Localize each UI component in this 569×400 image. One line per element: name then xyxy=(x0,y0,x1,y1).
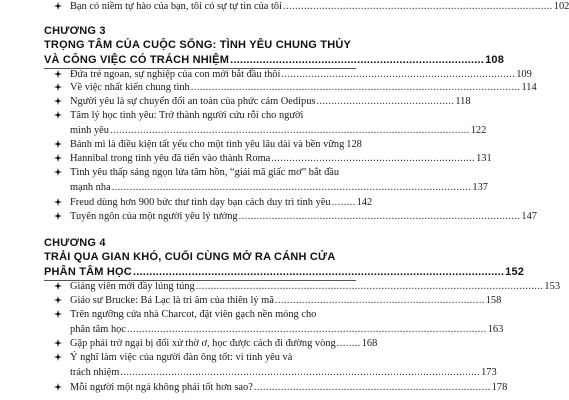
toc-entry-title: Ý nghĩ làm việc của người đàn ông tốt: vì tình yêu và xyxy=(70,352,293,363)
toc-entry-page: 163 xyxy=(487,324,504,336)
toc-entry-title: Về việc nhất kiến chung tình xyxy=(70,82,190,93)
chapter-title-line xyxy=(44,265,525,280)
four-point-star-icon xyxy=(54,83,62,91)
toc-entry-page: 131 xyxy=(476,153,492,164)
four-point-star-icon xyxy=(54,282,62,290)
toc-entry-page: 142 xyxy=(356,197,373,208)
dot-leader: ........................................................................................................................ xyxy=(111,182,472,194)
chapter-title-line: TRỌNG TÂM CỦA CUỘC SỐNG: TÌNH YÊU CHUNG THỦY xyxy=(44,39,352,51)
toc-entry xyxy=(54,94,471,109)
toc-entry-line xyxy=(70,0,569,14)
chapter-title-text: PHÂN TÂM HỌC xyxy=(44,266,132,278)
toc-entry-page: 153 xyxy=(544,281,561,292)
four-point-star-icon xyxy=(54,97,62,105)
toc-entry-title: Tình yêu thấp sáng ngọn lửa tâm hồn, “giải mã giấc mơ” bắt đầu xyxy=(70,167,340,178)
toc-entry-page: 114 xyxy=(521,82,537,93)
four-point-star-icon xyxy=(54,154,62,162)
four-point-star-icon xyxy=(54,212,62,220)
toc-entry-title: Freud dùng hơn 900 bức thư tình dạy bạn cách duy trì tình yêu xyxy=(70,197,331,208)
toc-entry-page: 102 xyxy=(553,1,569,12)
dot-leader: .................................................................................................................. xyxy=(132,266,505,278)
toc-entry-title: Bạn có niềm tự hào của bạn, tôi có sự tự tin của tôi xyxy=(70,1,282,12)
toc-entry-page: 137 xyxy=(472,182,488,194)
toc-entry-page: 109 xyxy=(516,69,532,80)
toc-entry xyxy=(54,80,537,95)
dot-leader: ........................................................................................................................ xyxy=(109,125,470,137)
dot-leader: ...................................................................... xyxy=(274,295,485,306)
dot-leader: .............................................................................. xyxy=(281,69,516,80)
four-point-star-icon xyxy=(54,353,62,361)
toc-entry xyxy=(54,307,504,338)
toc-entry xyxy=(54,137,362,152)
toc-entry-page: 118 xyxy=(455,96,471,107)
chapter-title-line: TRẢI QUA GIAN KHÓ, CUỐI CÙNG MỞ RA CÁNH CỬA xyxy=(44,251,336,263)
dot-leader: .............................................................................. xyxy=(230,54,485,66)
toc-entry-title-cont: phân tâm học xyxy=(70,324,126,336)
chapter-label: CHƯƠNG 3 xyxy=(44,25,106,37)
chapter-title xyxy=(44,38,505,68)
toc-entry xyxy=(54,195,373,210)
toc-entry-title: Trên ngưỡng cửa nhà Charcot, đặt viên gạch nền móng cho xyxy=(70,309,317,320)
toc-entry xyxy=(54,350,497,381)
chapter-page: 108 xyxy=(485,54,505,66)
toc-entry-title: Mỗi người một ngả không phải tốt hơn sao? xyxy=(70,382,253,393)
table-of-contents-page xyxy=(44,0,569,400)
four-point-star-icon xyxy=(54,296,62,304)
dot-leader: ........ xyxy=(336,338,361,349)
chapter-title-text: VÀ CÔNG VIỆC CÓ TRÁCH NHIỆM xyxy=(44,54,230,66)
toc-entry-title-cont: trách nhiệm xyxy=(70,367,120,379)
toc-entry-title: Tâm lý học tình yêu: Trở thành người cứu rỗi cho người xyxy=(70,110,304,121)
toc-entry-page: 122 xyxy=(470,125,487,137)
toc-entry-title: Người yêu là sự chuyển đổi an toàn của phức cảm Oedipus xyxy=(70,96,316,107)
four-point-star-icon xyxy=(54,383,62,391)
dot-leader: .......................................................................................... xyxy=(282,1,553,12)
toc-entry-title: Gặp phải trở ngại bị đối xử thờ ơ, học được cách đi đường vòng xyxy=(70,338,336,349)
toc-entry-title: Hannibal trong tình yêu đã tiến vào thành Roma xyxy=(70,153,271,164)
dot-leader: .............................................................................................. xyxy=(238,211,521,222)
dot-leader: ............................................................................... xyxy=(253,382,491,393)
toc-entry-page: 147 xyxy=(521,211,537,222)
toc-entry-title-cont: mình yêu xyxy=(70,125,109,137)
toc-entry-page: 128 xyxy=(346,139,362,150)
four-point-star-icon xyxy=(54,339,62,347)
four-point-star-icon xyxy=(54,2,62,10)
toc-entry-title: Tuyên ngôn của một người yêu lý tưởng xyxy=(70,211,238,222)
toc-entry-title: Giảng viên mới đầy lúng túng xyxy=(70,281,195,292)
toc-entry-page: 158 xyxy=(485,295,502,306)
dot-leader: ........................................................................................................................ xyxy=(120,367,481,379)
toc-entry-page: 168 xyxy=(361,338,378,349)
toc-entry xyxy=(54,209,537,224)
toc-entry-page: 173 xyxy=(481,367,497,379)
chapter-title xyxy=(44,250,525,280)
chapter-title-line xyxy=(44,53,505,68)
dot-leader: ........ xyxy=(331,197,356,208)
dot-leader: .............................................. xyxy=(316,96,455,107)
four-point-star-icon xyxy=(54,70,62,78)
toc-entry xyxy=(54,0,569,14)
toc-entry-title: Bánh mì là điều kiện tất yếu cho một tình yêu lâu dài và bền vững xyxy=(70,139,345,150)
toc-entry-title-cont: mạnh nha xyxy=(70,182,111,194)
four-point-star-icon xyxy=(54,111,62,119)
dot-leader: .................................................................................................................... xyxy=(195,281,544,292)
dot-leader: .................................................................... xyxy=(271,153,476,164)
toc-entry-title: Giáo sư Brucke: Bá Lạc là tri âm của thiên lý mã xyxy=(70,295,274,306)
toc-entry-title: Đứa trẻ ngoan, sự nghiệp của con mới bắt đầu thôi xyxy=(70,69,281,80)
toc-entry xyxy=(54,108,487,139)
toc-entry xyxy=(54,151,492,166)
four-point-star-icon xyxy=(54,310,62,318)
chapter-page: 152 xyxy=(505,266,525,278)
dot-leader: .............................................................................................................. xyxy=(190,82,521,93)
four-point-star-icon xyxy=(54,140,62,148)
chapter-label: CHƯƠNG 4 xyxy=(44,237,106,249)
dot-leader: ........................................................................................................................ xyxy=(126,324,487,336)
toc-entry xyxy=(54,380,508,395)
toc-entry xyxy=(54,336,378,351)
four-point-star-icon xyxy=(54,198,62,206)
toc-entry xyxy=(54,165,488,196)
toc-entry xyxy=(54,293,502,308)
toc-entry-page: 178 xyxy=(491,382,508,393)
toc-entry xyxy=(54,279,561,294)
four-point-star-icon xyxy=(54,168,62,176)
